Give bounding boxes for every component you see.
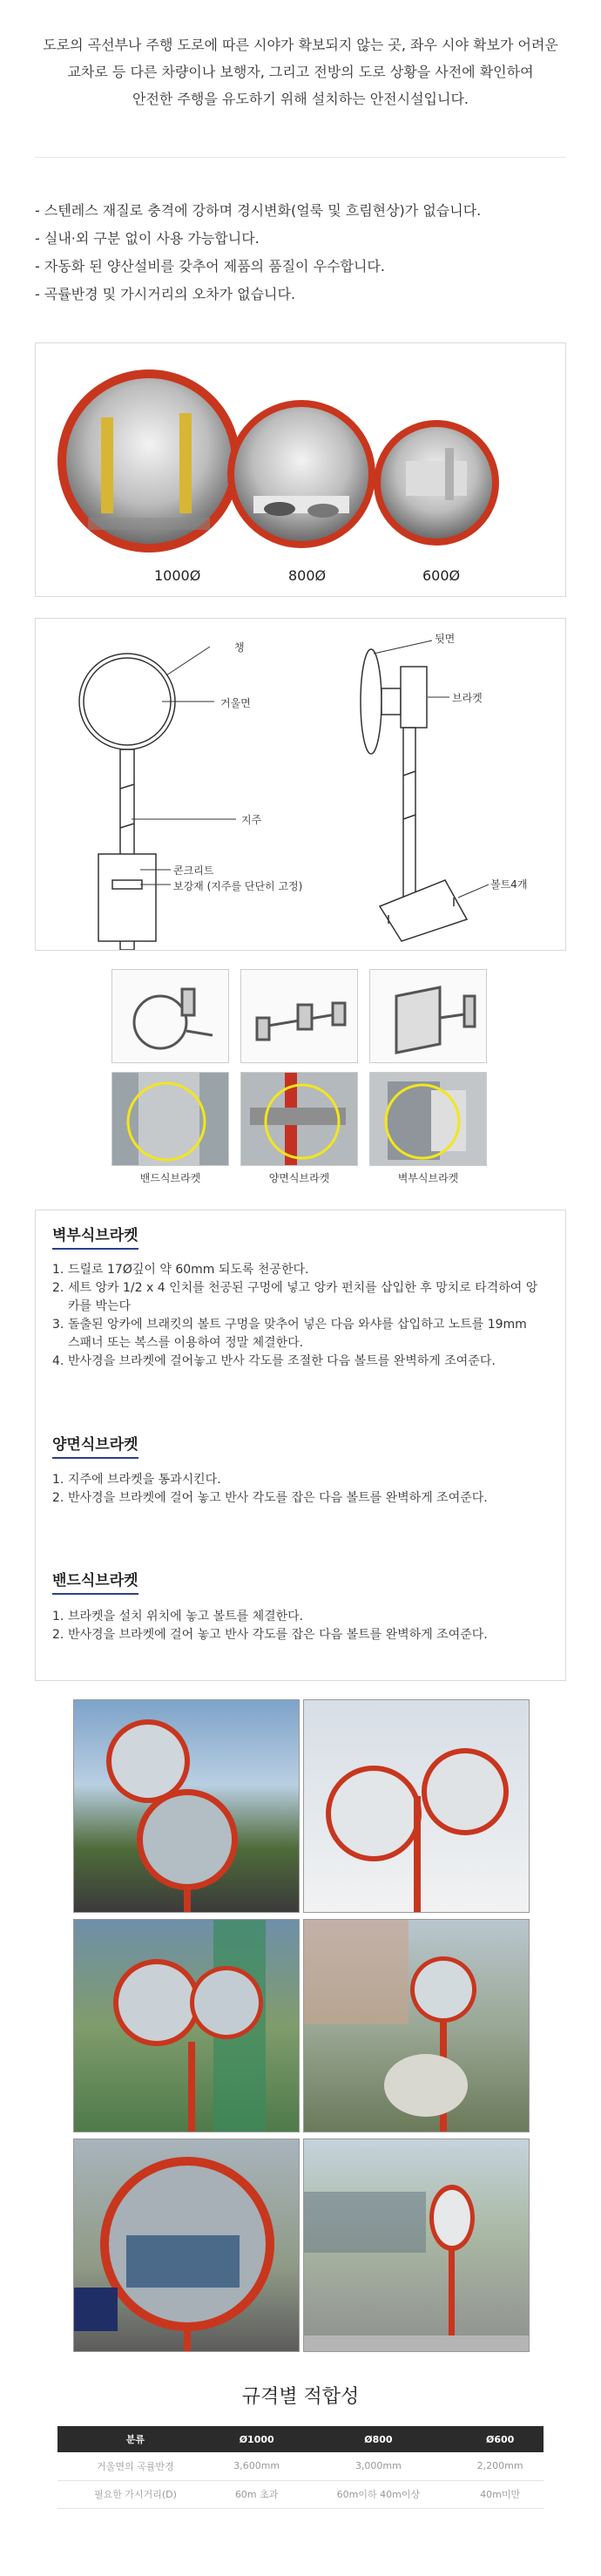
feature-item: - 실내·외 구분 없이 사용 가능합니다. (35, 230, 260, 247)
double-bracket-title-text: 양면식브라켓 (52, 1436, 138, 1454)
table-row (57, 2480, 544, 2508)
band-bracket-steps (52, 1608, 540, 1644)
mirror-1000-icon (57, 369, 240, 552)
band-bracket-drawing (111, 969, 229, 1063)
feature-item: - 자동화 된 양산설비를 갖추어 제품의 품질이 우수합니다. (35, 258, 385, 275)
size-label-800: 800Ø (288, 567, 327, 584)
install-photo-6 (303, 2139, 530, 2352)
spec-header-row (57, 2426, 544, 2452)
step-item: 1. 드릴로 17Ø깊이 약 60mm 되도록 천공한다. (52, 1263, 309, 1277)
wall-bracket-title-text: 벽부식브라켓 (52, 1227, 138, 1244)
label-rim: 챙 (234, 641, 245, 654)
feature-item: - 곡률반경 및 가시거리의 오차가 없습니다. (35, 286, 296, 302)
intro-text (0, 31, 601, 112)
install-photo-3 (73, 1919, 300, 2132)
spec-cell: 거울면의 곡률반경 (57, 2452, 213, 2480)
step-item: 4. 반사경을 브라켓에 걸어놓고 반사 각도를 조절한 다음 볼트를 완벽하게 조여준다. (52, 1354, 496, 1368)
wall-bracket-drawing (369, 969, 487, 1063)
structure-diagram (36, 619, 565, 950)
install-photo-1 (73, 1699, 300, 1913)
step-item: 3. 돌출된 앙카에 브래킷의 볼트 구멍을 맞추어 넣은 다음 와샤를 삽입하고 노트를 19mm 스패너 또는 복스를 이용하여 정말 체결한다. (52, 1318, 527, 1350)
spec-cell: 3,000mm (300, 2452, 457, 2480)
spec-cell: 60m 초과 (213, 2480, 300, 2508)
band-bracket-caption: 밴드식브라켓 (139, 1172, 201, 1184)
double-bracket-photo (240, 1072, 358, 1166)
double-bracket-title (52, 1432, 138, 1454)
spec-header-cell: Ø800 (300, 2426, 457, 2452)
step-item: 1. 브라켓을 설치 위치에 놓고 볼트를 체결한다. (52, 1610, 304, 1624)
size-label-1000: 1000Ø (154, 567, 201, 584)
label-back: 뒷면 (435, 633, 456, 645)
title-underline (52, 1457, 138, 1459)
spec-title: 규격별 적합성 (241, 2386, 360, 2408)
step-item: 2. 반사경을 브라켓에 걸어 놓고 반사 각도를 잡은 다음 볼트를 완벽하게 조여준다. (52, 1491, 488, 1505)
band-bracket-title-text: 밴드식브라켓 (52, 1572, 138, 1590)
double-bracket-steps (52, 1471, 540, 1508)
spec-cell: 60m이하 40m이상 (300, 2480, 457, 2508)
double-bracket-drawing (240, 969, 358, 1063)
feature-list (35, 197, 481, 308)
intro-line: 도로의 곡선부나 주행 도로에 따른 시야가 확보되지 않는 곳, 좌우 시야 확보가 어려운 (43, 37, 558, 53)
title-underline (52, 1593, 138, 1595)
wall-bracket-photo (369, 1072, 487, 1166)
label-concrete: 콘크리트 (173, 864, 214, 877)
step-item: 2. 반사경을 브라켓에 걸어 놓고 반사 각도를 잡은 다음 볼트를 완벽하게 조여준다. (52, 1628, 488, 1642)
spec-header-cell: 분류 (57, 2426, 213, 2452)
mirror-800-icon (227, 400, 375, 548)
label-bracket: 브라켓 (452, 692, 483, 704)
table-row (57, 2452, 544, 2480)
step-item: 2. 세트 앙카 1/2 x 4 인치를 천공된 구멍에 넣고 앙카 펀치를 삽입한 후 망치로 타격하여 앙카를 박는다 (52, 1281, 538, 1313)
band-bracket-photo (111, 1072, 229, 1166)
structure-diagram-panel (35, 618, 566, 951)
install-photo-5 (73, 2139, 300, 2352)
install-photo-4 (303, 1919, 530, 2132)
label-mirror-face: 거울면 (220, 697, 251, 709)
divider (35, 157, 566, 158)
feature-item: - 스텐레스 재질로 충격에 강하며 경시변화(얼룩 및 흐림현상)가 없습니다. (35, 202, 482, 219)
double-bracket-caption: 양면식브라켓 (268, 1172, 330, 1184)
spec-header-cell: Ø1000 (213, 2426, 300, 2452)
wall-bracket-caption: 벽부식브라켓 (397, 1172, 459, 1184)
install-photo-2 (303, 1699, 530, 1913)
spec-cell: 3,600mm (213, 2452, 300, 2480)
spec-table (57, 2426, 544, 2509)
mirror-sizes-illustration (36, 343, 565, 596)
intro-line: 안전한 주행을 유도하기 위해 설치하는 안전시설입니다. (132, 91, 469, 107)
wall-bracket-title (52, 1223, 138, 1244)
intro-line: 교차로 등 다른 차량이나 보행자, 그리고 전방의 도로 상황을 사전에 확인하여 (67, 64, 534, 80)
mirror-600-icon (374, 420, 499, 546)
label-pole: 지주 (241, 814, 262, 826)
spec-cell: 2,200mm (456, 2452, 544, 2480)
step-item: 1. 지주에 브라켓을 통과시킨다. (52, 1473, 221, 1487)
spec-cell: 필요한 가시거리(D) (57, 2480, 213, 2508)
spec-header-cell: Ø600 (456, 2426, 544, 2452)
title-underline (52, 1248, 138, 1250)
label-bolts: 볼트4개 (490, 878, 528, 891)
size-label-600: 600Ø (422, 567, 461, 584)
band-bracket-title (52, 1568, 138, 1590)
spec-cell: 40m미만 (456, 2480, 544, 2508)
label-reinforce: 보강재 (지주를 단단히 고정) (173, 880, 303, 892)
mirror-sizes-panel (35, 342, 566, 597)
wall-bracket-steps (52, 1261, 540, 1371)
